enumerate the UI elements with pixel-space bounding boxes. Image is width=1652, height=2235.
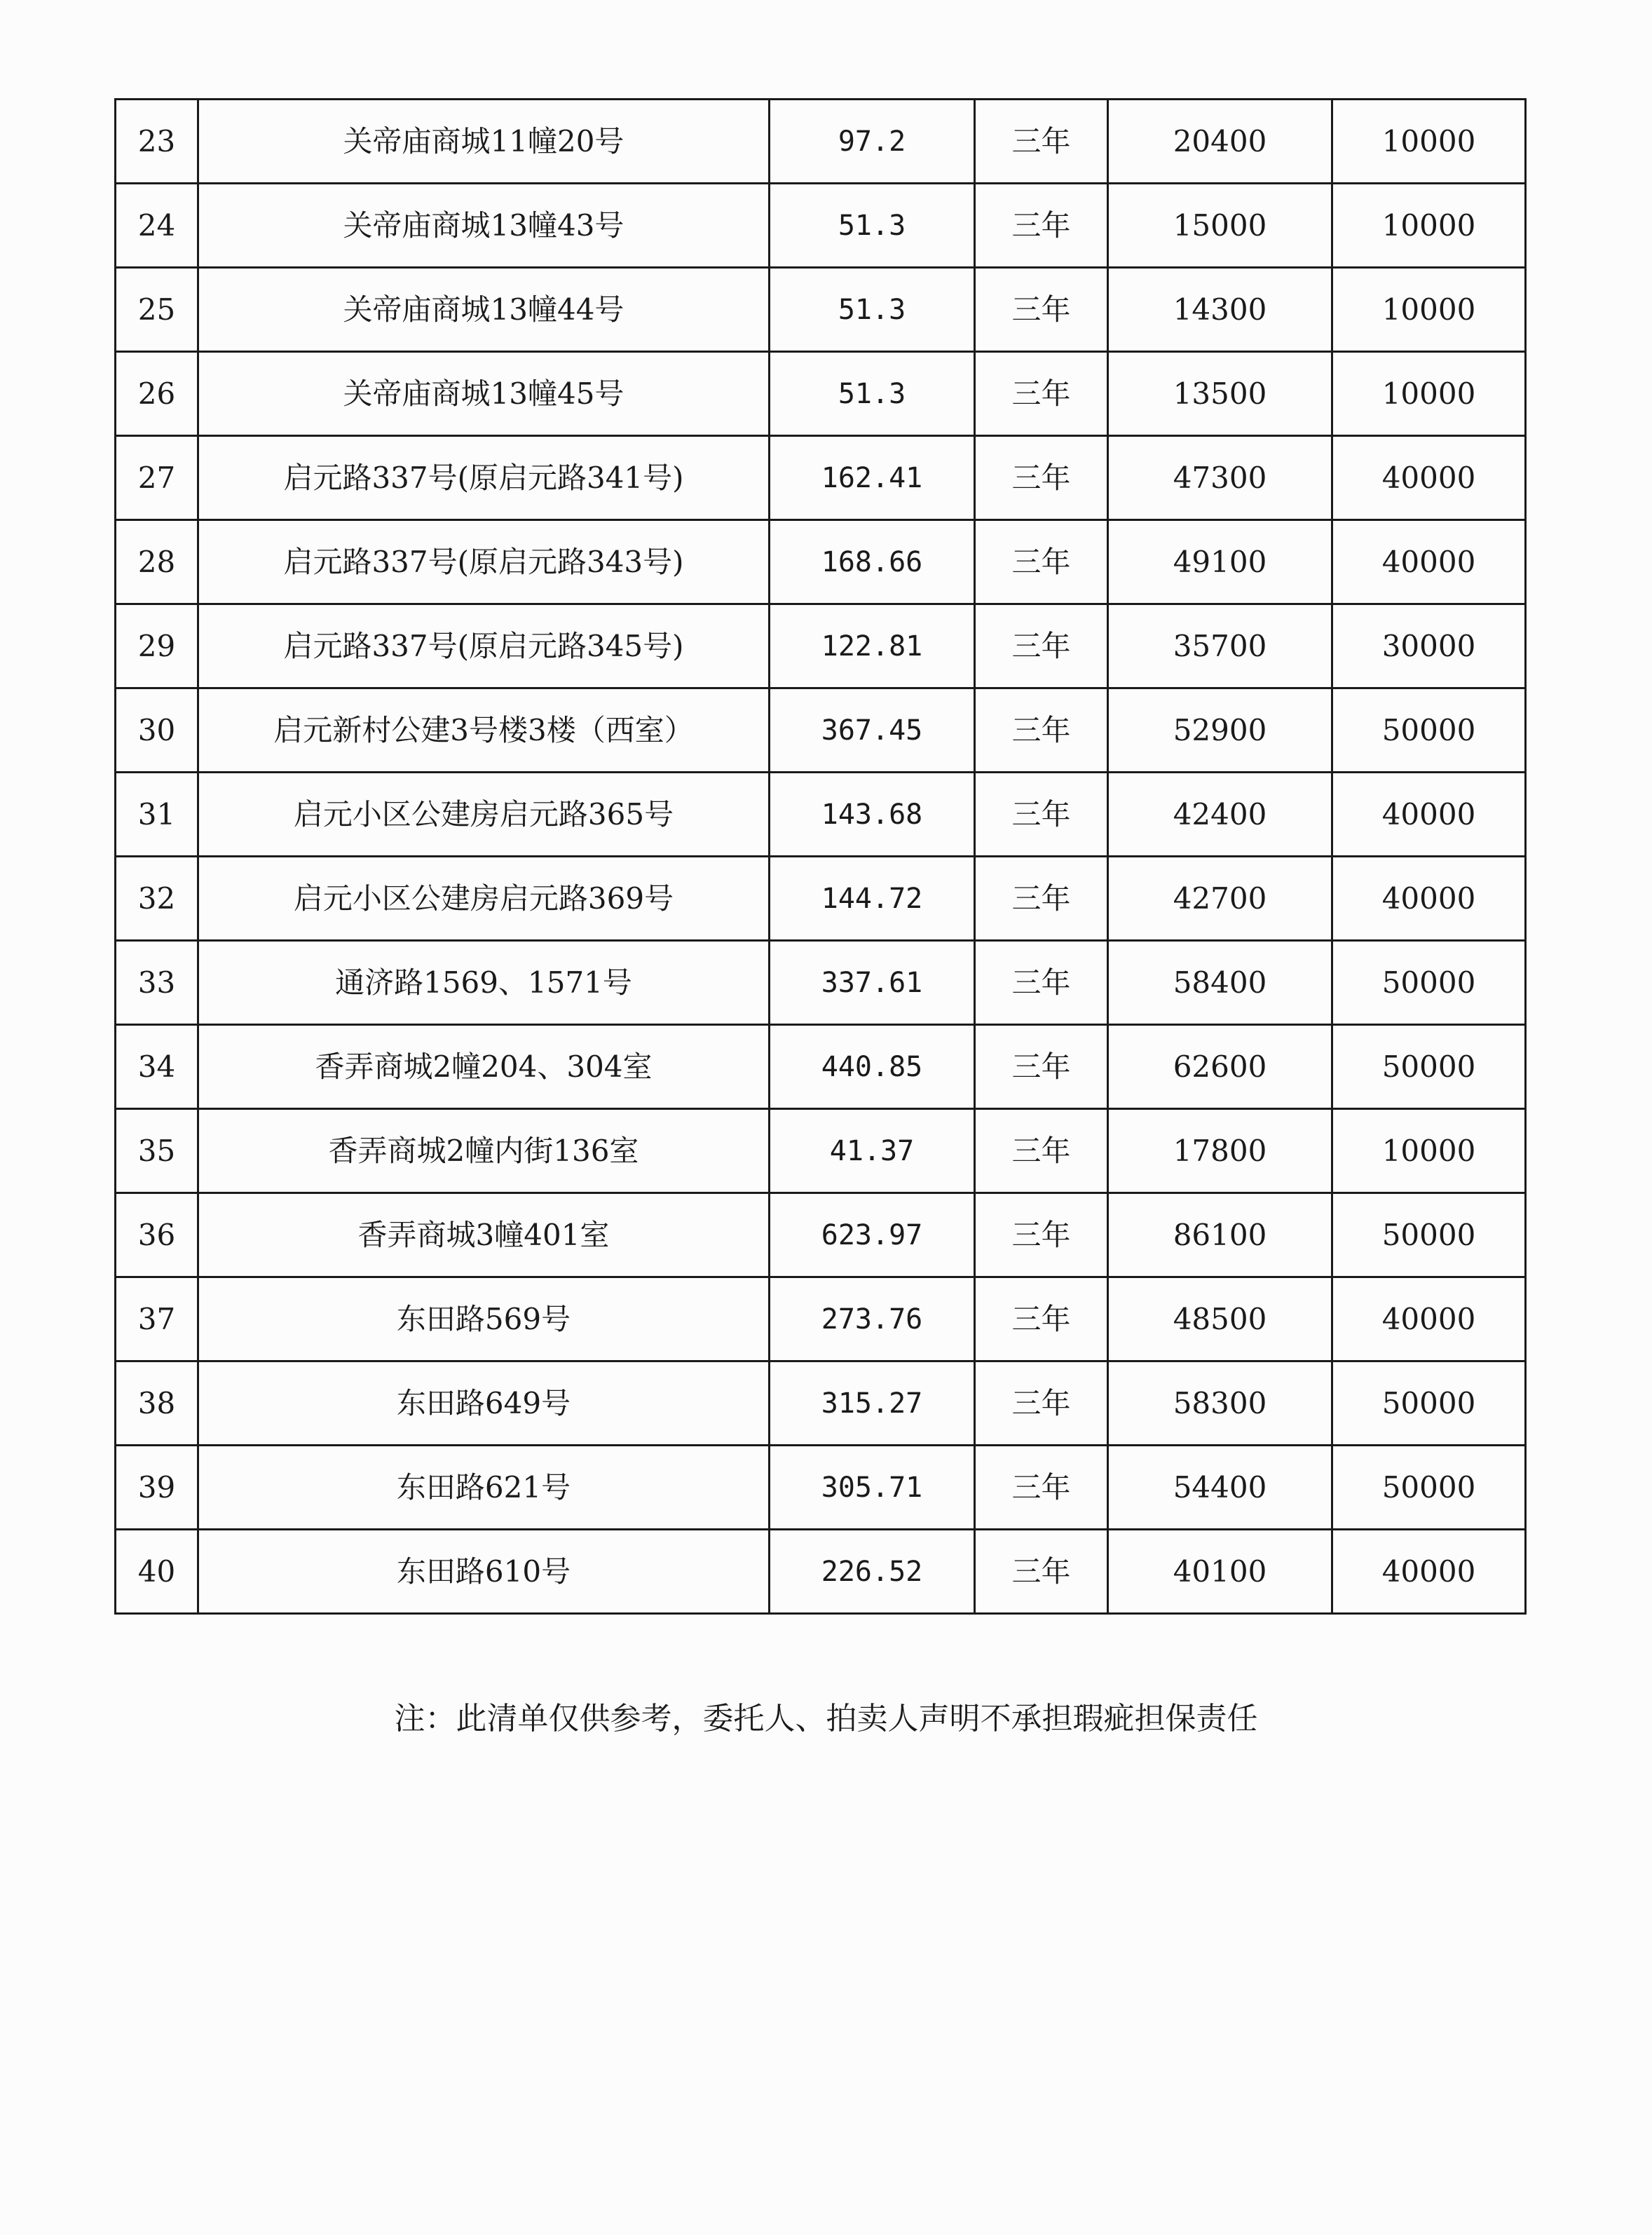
table-row [116, 604, 1526, 688]
cell-address: 关帝庙商城11幢20号 [198, 100, 770, 184]
cell-deposit: 10000 [1332, 352, 1526, 436]
cell-area: 337.61 [770, 941, 975, 1025]
cell-rent: 52900 [1108, 688, 1332, 773]
cell-number: 29 [116, 604, 198, 688]
cell-rent: 86100 [1108, 1193, 1332, 1277]
cell-rent: 20400 [1108, 100, 1332, 184]
disclaimer-note: 注：此清单仅供参考，委托人、拍卖人声明不承担瑕疵担保责任 [394, 1701, 1258, 1737]
cell-number: 37 [116, 1277, 198, 1361]
cell-address: 启元路337号(原启元路345号) [198, 604, 770, 688]
cell-number: 38 [116, 1361, 198, 1446]
cell-rent: 58300 [1108, 1361, 1332, 1446]
cell-address: 东田路610号 [198, 1530, 770, 1614]
cell-term: 三年 [975, 1446, 1108, 1530]
cell-deposit: 50000 [1332, 1025, 1526, 1109]
cell-rent: 35700 [1108, 604, 1332, 688]
table-row [116, 1025, 1526, 1109]
cell-rent: 13500 [1108, 352, 1332, 436]
cell-deposit: 40000 [1332, 1277, 1526, 1361]
cell-address: 香弄商城2幢204、304室 [198, 1025, 770, 1109]
table-row [116, 268, 1526, 352]
table-row [116, 436, 1526, 520]
cell-address: 关帝庙商城13幢45号 [198, 352, 770, 436]
cell-number: 35 [116, 1109, 198, 1193]
table-row [116, 184, 1526, 268]
table-row [116, 352, 1526, 436]
cell-address: 启元小区公建房启元路365号 [198, 773, 770, 857]
cell-term: 三年 [975, 520, 1108, 604]
cell-address: 香弄商城3幢401室 [198, 1193, 770, 1277]
cell-deposit: 40000 [1332, 436, 1526, 520]
cell-area: 623.97 [770, 1193, 975, 1277]
table-row [116, 1193, 1526, 1277]
cell-address: 香弄商城2幢内街136室 [198, 1109, 770, 1193]
cell-deposit: 40000 [1332, 773, 1526, 857]
cell-deposit: 10000 [1332, 1109, 1526, 1193]
cell-rent: 15000 [1108, 184, 1332, 268]
cell-address: 启元新村公建3号楼3楼（西室） [198, 688, 770, 773]
cell-term: 三年 [975, 1193, 1108, 1277]
cell-address: 东田路649号 [198, 1361, 770, 1446]
cell-area: 51.3 [770, 184, 975, 268]
cell-number: 27 [116, 436, 198, 520]
cell-area: 315.27 [770, 1361, 975, 1446]
cell-term: 三年 [975, 268, 1108, 352]
cell-number: 26 [116, 352, 198, 436]
cell-rent: 54400 [1108, 1446, 1332, 1530]
cell-number: 23 [116, 100, 198, 184]
cell-deposit: 10000 [1332, 184, 1526, 268]
property-table [114, 98, 1527, 1615]
cell-deposit: 40000 [1332, 1530, 1526, 1614]
cell-number: 31 [116, 773, 198, 857]
table-row [116, 857, 1526, 941]
cell-area: 440.85 [770, 1025, 975, 1109]
table-row [116, 100, 1526, 184]
cell-deposit: 10000 [1332, 268, 1526, 352]
cell-address: 关帝庙商城13幢44号 [198, 268, 770, 352]
cell-rent: 42700 [1108, 857, 1332, 941]
cell-area: 143.68 [770, 773, 975, 857]
cell-deposit: 50000 [1332, 1446, 1526, 1530]
cell-term: 三年 [975, 436, 1108, 520]
table-row [116, 1277, 1526, 1361]
table-row [116, 941, 1526, 1025]
cell-area: 367.45 [770, 688, 975, 773]
cell-deposit: 10000 [1332, 100, 1526, 184]
cell-address: 启元小区公建房启元路369号 [198, 857, 770, 941]
cell-term: 三年 [975, 1109, 1108, 1193]
table-row [116, 520, 1526, 604]
cell-term: 三年 [975, 688, 1108, 773]
cell-term: 三年 [975, 773, 1108, 857]
cell-term: 三年 [975, 100, 1108, 184]
cell-rent: 17800 [1108, 1109, 1332, 1193]
cell-number: 39 [116, 1446, 198, 1530]
cell-deposit: 50000 [1332, 1361, 1526, 1446]
cell-deposit: 50000 [1332, 1193, 1526, 1277]
cell-term: 三年 [975, 1025, 1108, 1109]
cell-area: 168.66 [770, 520, 975, 604]
cell-number: 36 [116, 1193, 198, 1277]
table-body [116, 100, 1526, 1614]
cell-deposit: 50000 [1332, 941, 1526, 1025]
cell-deposit: 50000 [1332, 688, 1526, 773]
cell-address: 关帝庙商城13幢43号 [198, 184, 770, 268]
cell-address: 启元路337号(原启元路343号) [198, 520, 770, 604]
cell-term: 三年 [975, 941, 1108, 1025]
cell-area: 122.81 [770, 604, 975, 688]
cell-number: 24 [116, 184, 198, 268]
cell-area: 51.3 [770, 352, 975, 436]
cell-rent: 58400 [1108, 941, 1332, 1025]
cell-number: 28 [116, 520, 198, 604]
cell-deposit: 40000 [1332, 520, 1526, 604]
cell-deposit: 30000 [1332, 604, 1526, 688]
cell-rent: 42400 [1108, 773, 1332, 857]
cell-address: 启元路337号(原启元路341号) [198, 436, 770, 520]
cell-number: 25 [116, 268, 198, 352]
cell-rent: 49100 [1108, 520, 1332, 604]
cell-address: 东田路621号 [198, 1446, 770, 1530]
cell-rent: 14300 [1108, 268, 1332, 352]
table-row [116, 773, 1526, 857]
cell-area: 226.52 [770, 1530, 975, 1614]
cell-term: 三年 [975, 1277, 1108, 1361]
table-row [116, 688, 1526, 773]
cell-area: 273.76 [770, 1277, 975, 1361]
cell-area: 144.72 [770, 857, 975, 941]
cell-term: 三年 [975, 857, 1108, 941]
cell-deposit: 40000 [1332, 857, 1526, 941]
cell-term: 三年 [975, 352, 1108, 436]
cell-number: 33 [116, 941, 198, 1025]
table-row [116, 1109, 1526, 1193]
cell-number: 34 [116, 1025, 198, 1109]
cell-area: 41.37 [770, 1109, 975, 1193]
table-row [116, 1361, 1526, 1446]
cell-area: 97.2 [770, 100, 975, 184]
cell-rent: 62600 [1108, 1025, 1332, 1109]
table-row [116, 1530, 1526, 1614]
cell-address: 通济路1569、1571号 [198, 941, 770, 1025]
cell-area: 305.71 [770, 1446, 975, 1530]
cell-term: 三年 [975, 1361, 1108, 1446]
cell-rent: 48500 [1108, 1277, 1332, 1361]
cell-term: 三年 [975, 1530, 1108, 1614]
table-row [116, 1446, 1526, 1530]
cell-number: 30 [116, 688, 198, 773]
cell-rent: 40100 [1108, 1530, 1332, 1614]
cell-area: 162.41 [770, 436, 975, 520]
cell-number: 40 [116, 1530, 198, 1614]
cell-term: 三年 [975, 604, 1108, 688]
cell-number: 32 [116, 857, 198, 941]
cell-term: 三年 [975, 184, 1108, 268]
cell-rent: 47300 [1108, 436, 1332, 520]
cell-address: 东田路569号 [198, 1277, 770, 1361]
cell-area: 51.3 [770, 268, 975, 352]
